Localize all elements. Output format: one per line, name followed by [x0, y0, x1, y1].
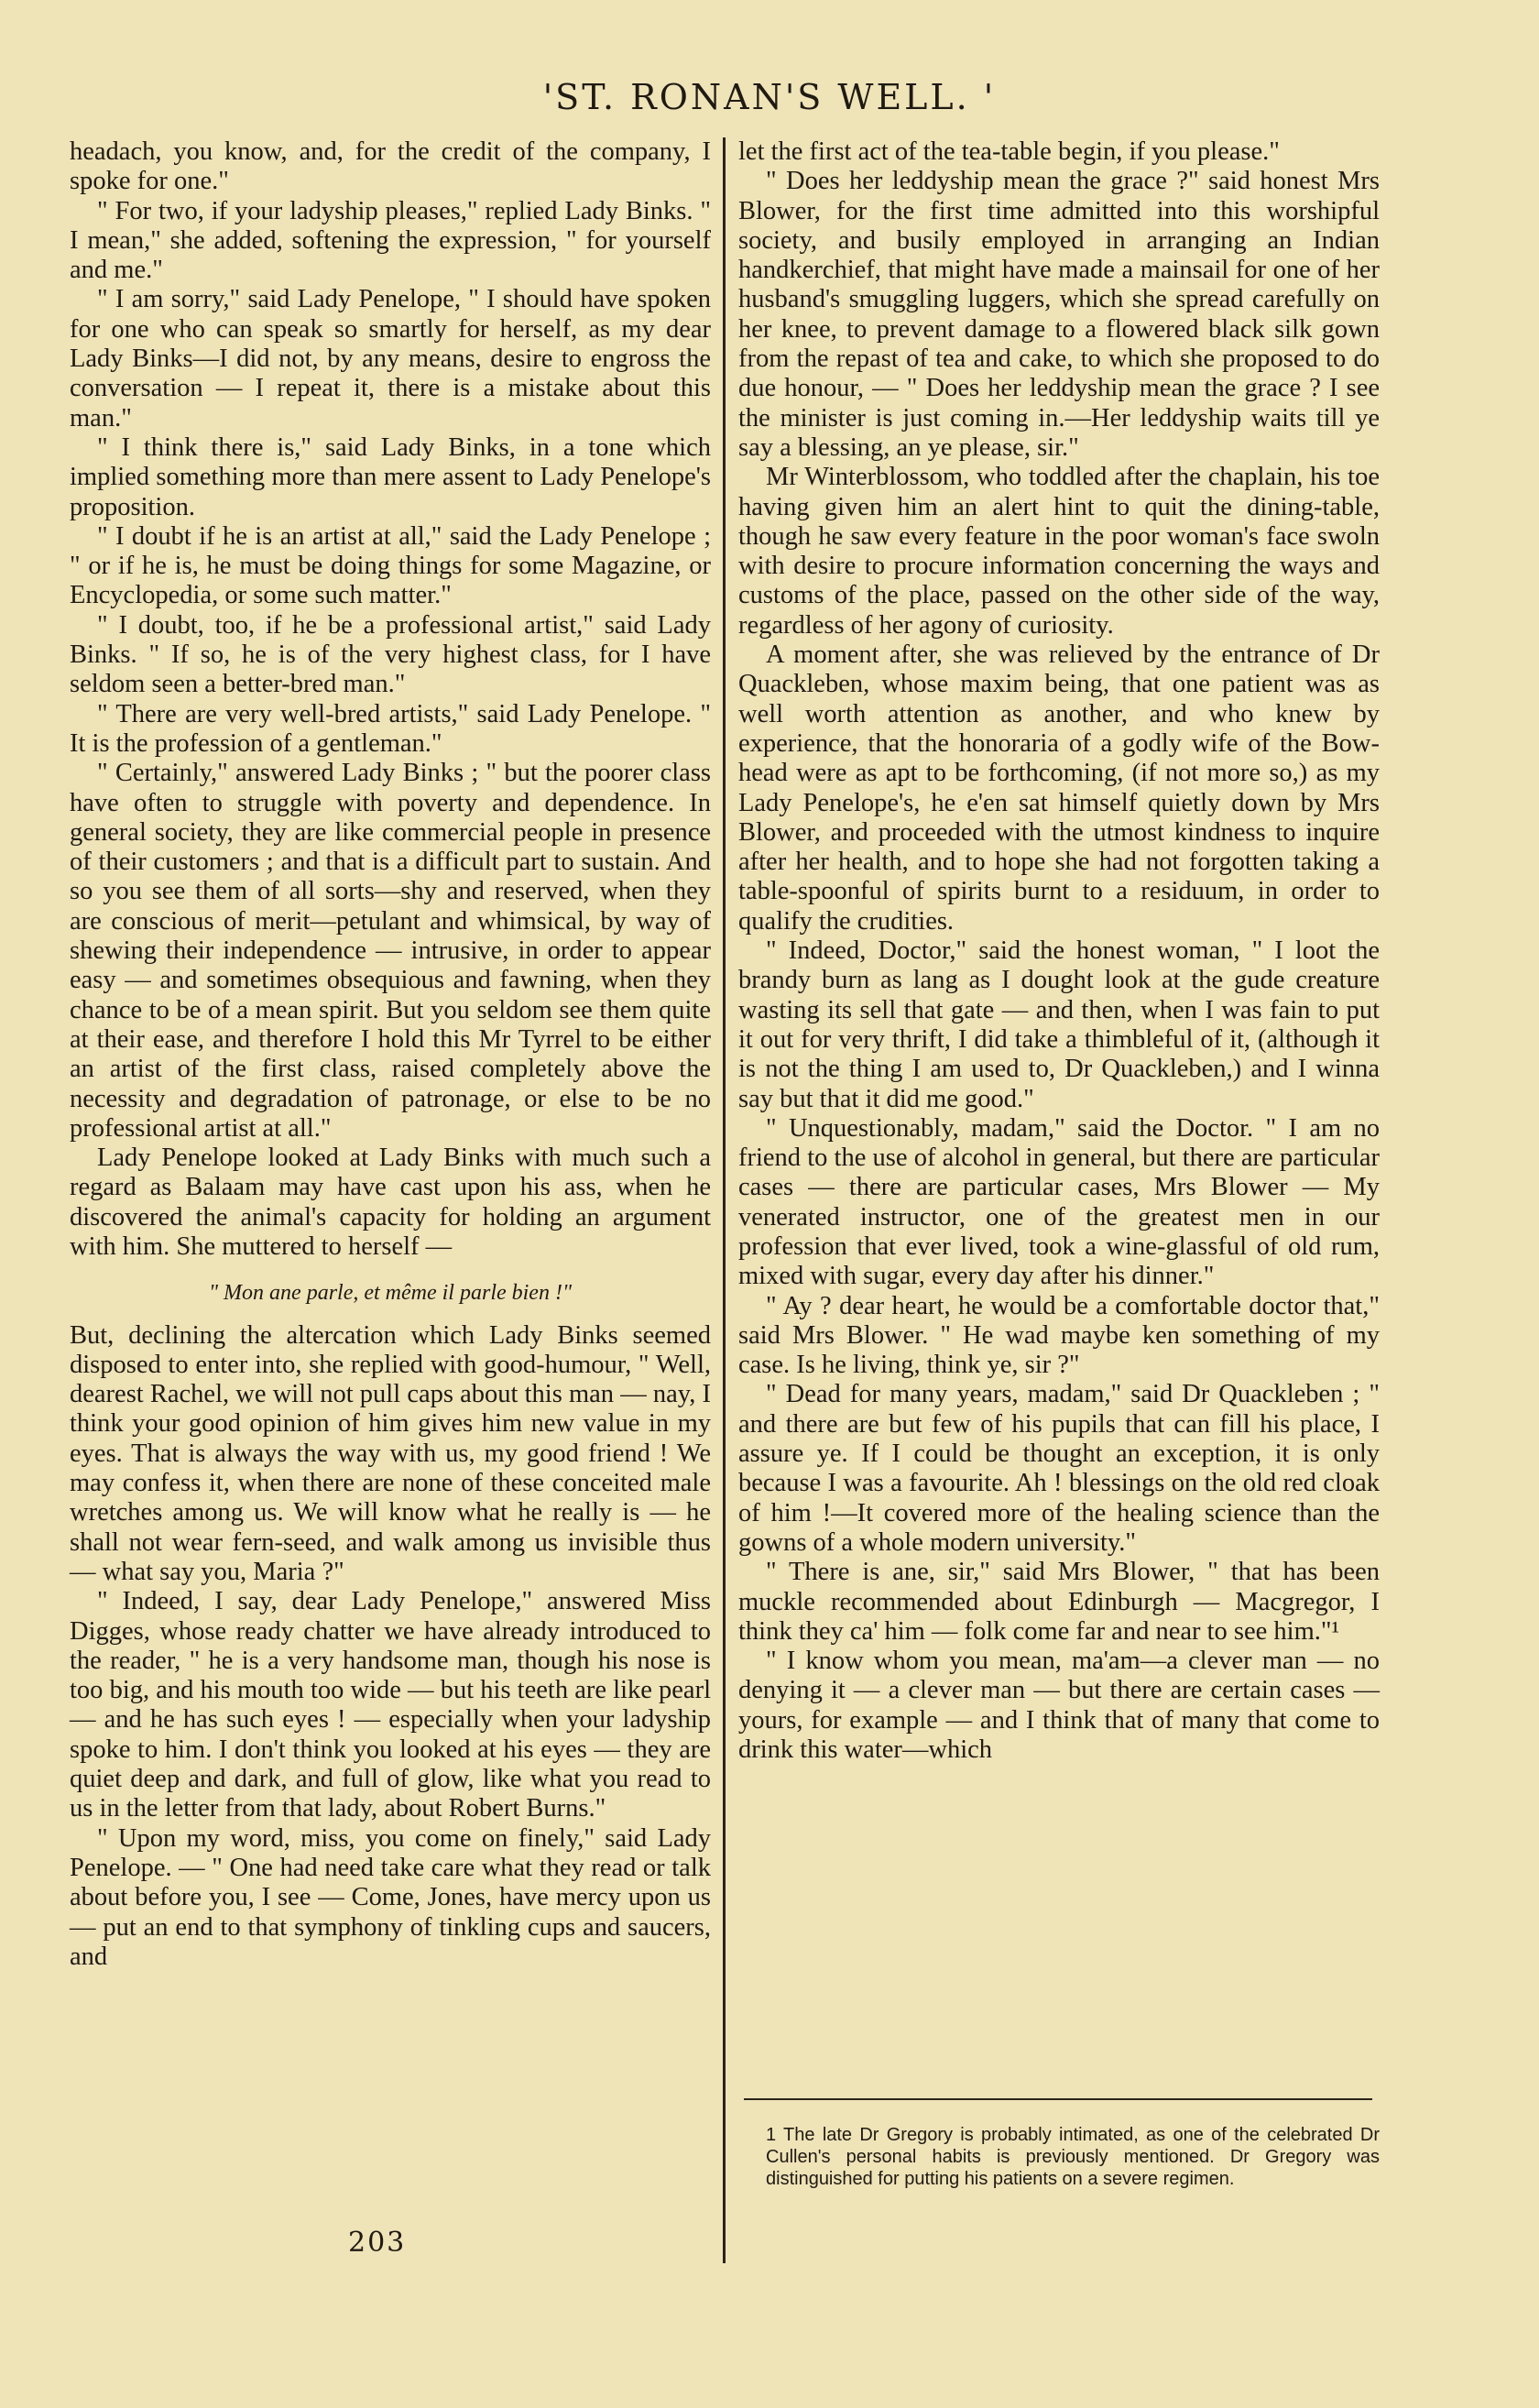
column-divider	[723, 137, 726, 2263]
footnote-rule	[744, 2098, 1372, 2100]
paragraph: " There are very well-bred artists," said Lady Penelope. " It is the profession of a gentleman."	[70, 699, 711, 758]
paragraph: " I think there is," said Lady Binks, in a tone which implied something more than mere assent to Lady Penelope's proposition.	[70, 432, 711, 521]
paragraph: " Unquestionably, madam," said the Doctor. " I am no friend to the use of alcohol in general, but there are particular cases — there are particular cases, Mrs Blower — My venerated instructor, one of the greatest men in our profession that ever lived, took a wine-glassful of old rum, mixed with sugar, every day after his dinner."	[738, 1113, 1380, 1291]
footnote: 1 The late Dr Gregory is probably intimated, as one of the celebrated Dr Cullen's personal habits is previously mentioned. Dr Gregory was distinguished for putting his patients on a severe regimen.	[766, 2125, 1380, 2189]
paragraph: " Certainly," answered Lady Binks ; " but the poorer class have often to struggle with poverty and dependence. In general society, they are like commercial people in presence of their customers ; and that is a difficult part to sustain. And so you see them of all sorts—shy and reserved, when they are conscious of merit—petulant and whimsical, by way of shewing their independence — intrusive, in order to appear easy — and sometimes obsequious and fawning, when they chance to be of a mean spirit. But you seldom see them quite at their ease, and therefore I hold this Mr Tyrrel to be either an artist of the first class, raised completely above the necessity and degradation of patronage, or else to be no professional artist at all."	[70, 759, 711, 1143]
left-column	[70, 137, 711, 1972]
paragraph: " Upon my word, miss, you come on finely," said Lady Penelope. — " One had need take care what they read or talk about before you, I see — Come, Jones, have mercy upon us — put an end to that symphony of tinkling cups and saucers, and	[70, 1823, 711, 1971]
paragraph: " There is ane, sir," said Mrs Blower, " that has been muckle recommended about Edinburgh — Macgregor, I think they ca' him — folk come far and near to see him."¹	[738, 1558, 1380, 1646]
paragraph: " Dead for many years, madam," said Dr Quackleben ; " and there are but few of his pupils that can fill his place, I assure ye. If I could be thought an exception, it is only because I was a favourite. Ah ! blessings on the old red cloak of him !—It covered more of the healing science than the gowns of a whole modern university."	[738, 1380, 1380, 1557]
paragraph: " For two, if your ladyship pleases," replied Lady Binks. " I mean," she added, softening the expression, " for yourself and me."	[70, 196, 711, 285]
paragraph: " Does her leddyship mean the grace ?" said honest Mrs Blower, for the first time admitted into this worshipful society, and busily employed in arranging an Indian handkerchief, that might have made a mainsail for one of her husband's smuggling luggers, which she spread carefully on her knee, to prevent damage to a flowered black silk gown from the repast of tea and cake, to which she proposed to do due honour, — " Does her leddyship mean the grace ? I see the minister is just coming in.—Her leddyship waits till ye say a blessing, an ye please, sir."	[738, 167, 1380, 462]
paragraph: " Indeed, I say, dear Lady Penelope," answered Miss Digges, whose ready chatter we have already introduced to the reader, " he is a very handsome man, though his nose is too big, and his mouth too wide — but his teeth are like pearl — and he has such eyes ! — especially when your ladyship spoke to him. I don't think you looked at his eyes — they are quiet deep and dark, and full of glow, like what you read to us in the letter from that lady, about Robert Burns."	[70, 1587, 711, 1823]
paragraph: A moment after, she was relieved by the entrance of Dr Quackleben, whose maxim being, that one patient was as well worth attention as another, and who knew by experience, that the honoraria of a godly wife of the Bow-head were as apt to be forthcoming, (if not more so,) as my Lady Penelope's, he e'en sat himself quietly down by Mrs Blower, and proceeded with the utmost kindness to inquire after her health, and to hope she had not forgotten taking a table-spoonful of spirits burnt to a residuum, in order to qualify the crudities.	[738, 640, 1380, 936]
paragraph: let the first act of the tea-table begin, if you please."	[738, 137, 1280, 166]
paragraph: headach, you know, and, for the credit of the company, I spoke for one."	[70, 137, 711, 196]
page-number: 203	[348, 2227, 407, 2259]
right-column	[738, 137, 1380, 1765]
page-title: 'ST. RONAN'S WELL. '	[542, 77, 997, 117]
paragraph: But, declining the altercation which Lady Binks seemed disposed to enter into, she replied with good-humour, " Well, dearest Rachel, we will not pull caps about this man — nay, I think your good opinion of him gives him new value in my eyes. That is always the way with us, my good friend ! We may confess it, when there are none of these conceited male wretches among us. We will know what he really is — he shall not wear fern-seed, and walk among us invisible thus — what say you, Maria ?"	[70, 1320, 711, 1586]
paragraph: " I doubt, too, if he be a professional artist," said Lady Binks. " If so, he is of the very highest class, for I have seldom seen a better-bred man."	[70, 610, 711, 699]
block-quote: " Mon ane parle, et même il parle bien !"	[208, 1281, 573, 1306]
paragraph: Mr Winterblossom, who toddled after the chaplain, his toe having given him an alert hint to quit the dining-table, though he saw every feature in the poor woman's face swoln with desire to procure information concerning the ways and customs of the place, passed on the other side of the way, regardless of her agony of curiosity.	[738, 463, 1380, 640]
paragraph: Lady Penelope looked at Lady Binks with much such a regard as Balaam may have cast upon his ass, when he discovered the animal's capacity for holding an argument with him. She muttered to herself —	[70, 1144, 711, 1261]
paragraph: " Ay ? dear heart, he would be a comfortable doctor that," said Mrs Blower. " He wad maybe ken something of my case. Is he living, think ye, sir ?"	[738, 1291, 1380, 1380]
paragraph: " I am sorry," said Lady Penelope, " I should have spoken for one who can speak so smartly for herself, as my dear Lady Binks—I did not, by any means, desire to engross the conversation — I repeat it, there is a mistake about this man."	[70, 285, 711, 432]
paragraph: " Indeed, Doctor," said the honest woman, " I loot the brandy burn as lang as I dought look at the gude creature wasting its sell that gate — and then, when I was fain to put it out for very thrift, I did take a thimbleful of it, (although it is not the thing I am used to, Dr Quackleben,) and I winna say but that it did me good."	[738, 936, 1380, 1113]
paragraph: " I doubt if he is an artist at all," said the Lady Penelope ; " or if he is, he must be doing things for some Magazine, or Encyclopedia, or some such matter."	[70, 521, 711, 610]
paragraph: " I know whom you mean, ma'am—a clever man — no denying it — a clever man — but there are certain cases — yours, for example — and I think that of many that come to drink this water—which	[738, 1647, 1380, 1765]
